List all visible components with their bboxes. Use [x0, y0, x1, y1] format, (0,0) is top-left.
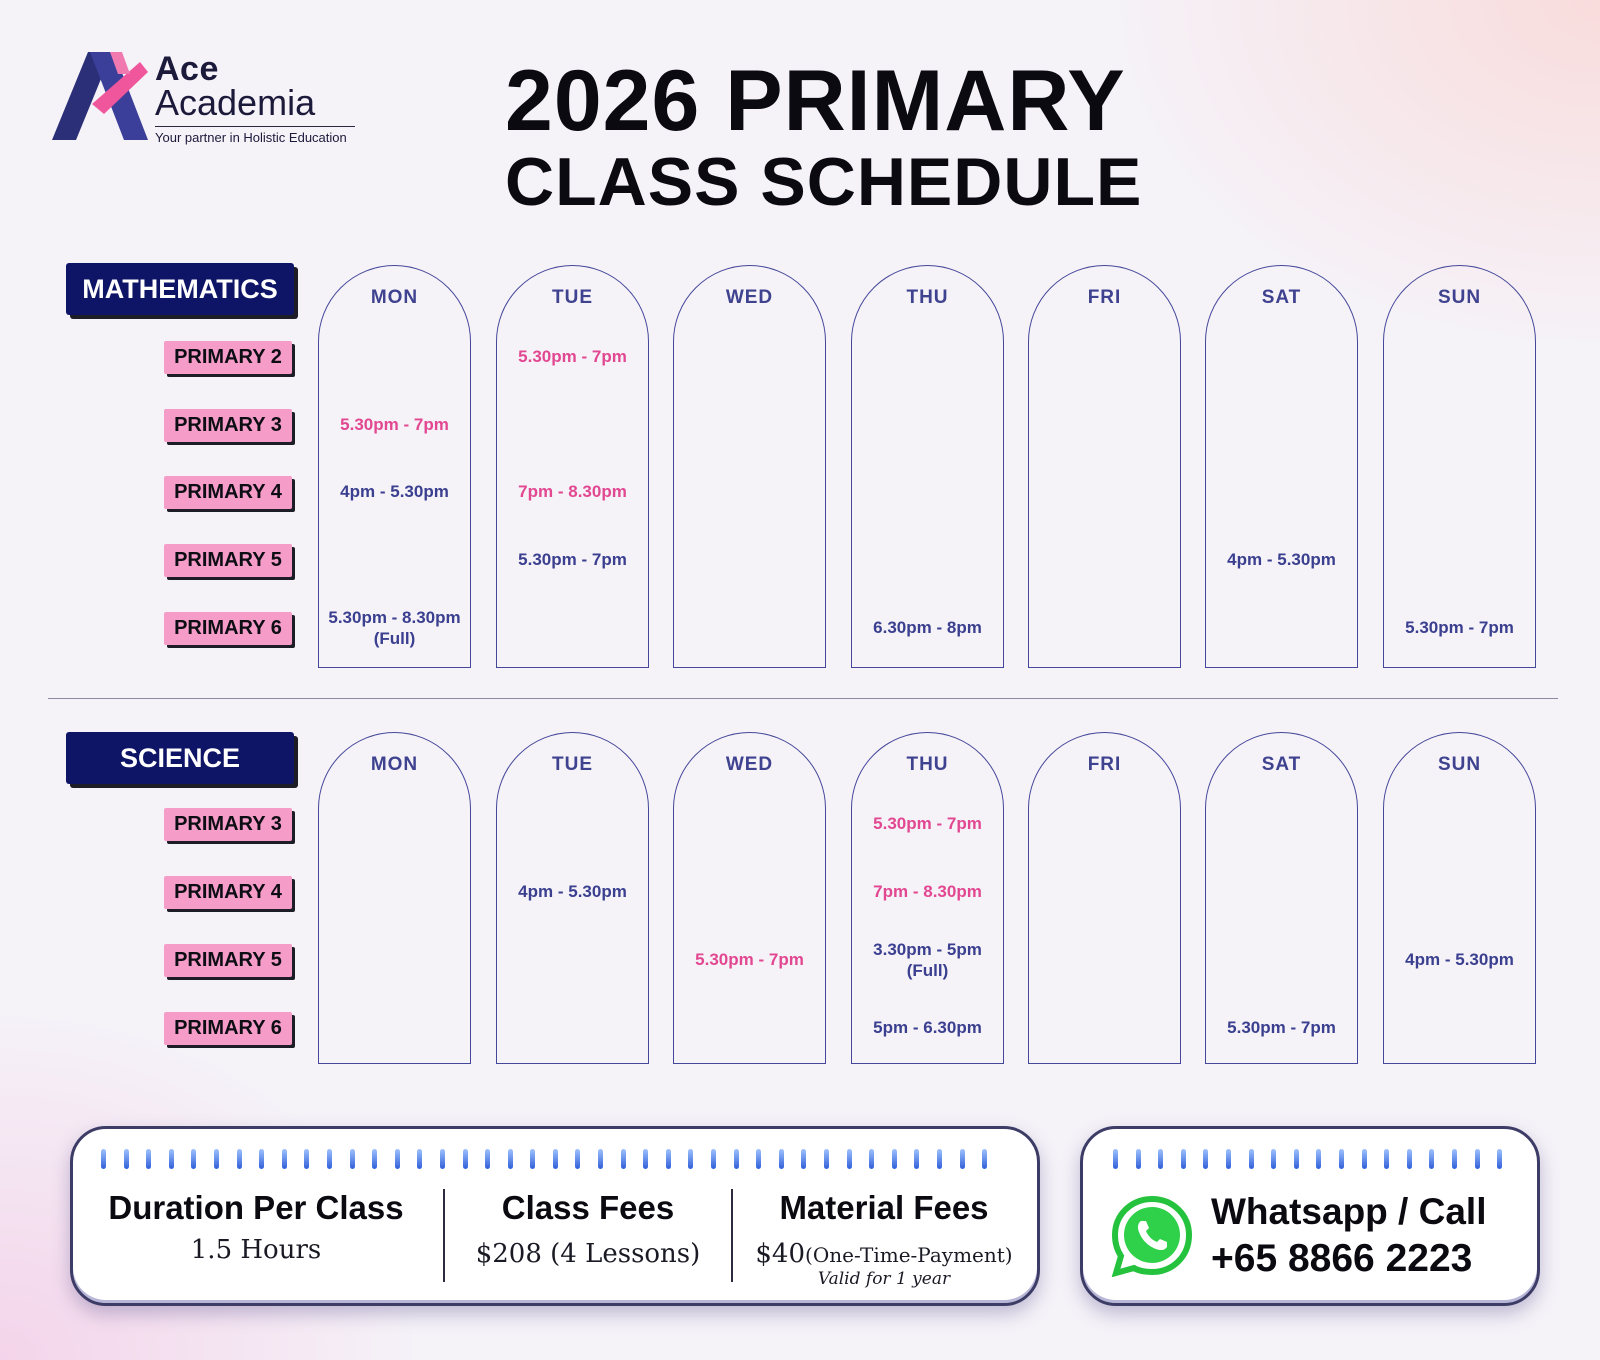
slot-time: 5.30pm - 7pm — [518, 550, 627, 569]
material-fees-block — [739, 1189, 1029, 1289]
binding-ring — [463, 1149, 468, 1169]
brand-name-line2: Academia — [155, 82, 316, 123]
binding-ring — [914, 1149, 919, 1169]
slot-time: 7pm - 8.30pm — [873, 882, 982, 901]
binding-ring — [485, 1149, 490, 1169]
slot-time: 4pm - 5.30pm — [518, 882, 627, 901]
mathematics-time-slot — [496, 549, 649, 570]
material-fees-note: Valid for 1 year — [817, 1269, 951, 1289]
class-fees-label: Class Fees — [501, 1189, 675, 1226]
binding-ring — [237, 1149, 242, 1169]
binding-ring — [847, 1149, 852, 1169]
brand-tagline: Your partner in Holistic Education — [155, 130, 347, 145]
binding-ring — [1249, 1149, 1254, 1169]
binding-ring — [1294, 1149, 1299, 1169]
mathematics-level-primary-4: PRIMARY 4 — [164, 476, 292, 509]
slot-time: 5.30pm - 7pm — [340, 415, 449, 434]
mathematics-time-slot — [1205, 549, 1358, 570]
binding-ring — [146, 1149, 151, 1169]
science-day-label-sun: SUN — [1437, 754, 1482, 775]
science-day-label-mon: MON — [370, 754, 419, 775]
mathematics-time-slot — [318, 481, 471, 502]
material-fees-suffix: (One-Time-Payment) — [805, 1243, 1013, 1267]
binding-ring — [372, 1149, 377, 1169]
mathematics-day-column-sat — [1205, 265, 1358, 668]
binding-ring — [191, 1149, 196, 1169]
binding-ring — [621, 1149, 626, 1169]
slot-time: 5.30pm - 7pm — [1227, 1018, 1336, 1037]
column-divider — [443, 1189, 445, 1282]
science-level-primary-5: PRIMARY 5 — [164, 944, 292, 977]
binding-ring — [327, 1149, 332, 1169]
mathematics-time-slot — [318, 607, 471, 649]
binding-ring — [1339, 1149, 1344, 1169]
binding-ring — [824, 1149, 829, 1169]
fees-card — [70, 1126, 1040, 1306]
mathematics-level-primary-6: PRIMARY 6 — [164, 612, 292, 645]
binding-ring — [1407, 1149, 1412, 1169]
binding-ring — [1429, 1149, 1434, 1169]
binding-ring — [304, 1149, 309, 1169]
science-time-slot — [1205, 1017, 1358, 1038]
binding-ring — [960, 1149, 965, 1169]
slot-time: 5.30pm - 8.30pm — [328, 608, 461, 627]
slot-note: (Full) — [906, 961, 949, 980]
binding-ring — [440, 1149, 445, 1169]
slot-time: 4pm - 5.30pm — [1405, 950, 1514, 969]
card-binding — [1113, 1149, 1520, 1171]
science-level-primary-4: PRIMARY 4 — [164, 876, 292, 909]
binding-ring — [1452, 1149, 1457, 1169]
mathematics-level-primary-5: PRIMARY 5 — [164, 544, 292, 577]
mathematics-day-label-fri: FRI — [1087, 287, 1122, 308]
binding-ring — [124, 1149, 129, 1169]
science-level-primary-3: PRIMARY 3 — [164, 808, 292, 841]
mathematics-time-slot — [851, 617, 1004, 638]
mathematics-day-label-sun: SUN — [1437, 287, 1482, 308]
duration-block — [91, 1189, 421, 1265]
slot-time: 6.30pm - 8pm — [873, 618, 982, 637]
binding-ring — [598, 1149, 603, 1169]
slot-note: (Full) — [373, 629, 416, 648]
duration-label: Duration Per Class — [108, 1189, 404, 1226]
whatsapp-icon[interactable] — [1111, 1195, 1193, 1277]
mathematics-time-slot — [496, 346, 649, 367]
binding-ring — [214, 1149, 219, 1169]
binding-ring — [982, 1149, 987, 1169]
science-day-label-wed: WED — [725, 754, 774, 775]
science-day-label-sat: SAT — [1261, 754, 1302, 775]
binding-ring — [688, 1149, 693, 1169]
mathematics-header: MATHEMATICS — [66, 263, 294, 315]
binding-ring — [417, 1149, 422, 1169]
binding-ring — [1158, 1149, 1163, 1169]
science-day-column-fri — [1028, 732, 1181, 1064]
mathematics-time-slot — [318, 414, 471, 435]
science-time-slot — [851, 939, 1004, 981]
binding-ring — [101, 1149, 106, 1169]
science-day-column-wed — [673, 732, 826, 1064]
slot-time: 4pm - 5.30pm — [1227, 550, 1336, 569]
mathematics-day-label-tue: TUE — [552, 287, 593, 308]
binding-ring — [643, 1149, 648, 1169]
mathematics-day-label-sat: SAT — [1261, 287, 1302, 308]
slot-time: 4pm - 5.30pm — [340, 482, 449, 501]
logo-divider — [155, 126, 355, 127]
binding-ring — [575, 1149, 580, 1169]
binding-ring — [530, 1149, 535, 1169]
page-subtitle: CLASS SCHEDULE — [505, 144, 1143, 220]
binding-ring — [259, 1149, 264, 1169]
binding-ring — [1362, 1149, 1367, 1169]
slot-time: 5.30pm - 7pm — [518, 347, 627, 366]
science-day-column-mon — [318, 732, 471, 1064]
class-fees-block — [453, 1189, 723, 1269]
binding-ring — [756, 1149, 761, 1169]
science-time-slot — [496, 881, 649, 902]
mathematics-day-column-tue — [496, 265, 649, 668]
binding-ring — [1226, 1149, 1231, 1169]
binding-ring — [282, 1149, 287, 1169]
science-time-slot — [851, 881, 1004, 902]
slot-time: 3.30pm - 5pm — [873, 940, 982, 959]
binding-ring — [350, 1149, 355, 1169]
science-header: SCIENCE — [66, 732, 294, 784]
binding-ring — [869, 1149, 874, 1169]
page-title: 2026 PRIMARY — [505, 53, 1126, 149]
science-time-slot — [1383, 949, 1536, 970]
mathematics-time-slot — [1383, 617, 1536, 638]
binding-ring — [892, 1149, 897, 1169]
column-divider — [731, 1189, 733, 1282]
binding-ring — [801, 1149, 806, 1169]
mathematics-day-column-sun — [1383, 265, 1536, 668]
binding-ring — [1497, 1149, 1502, 1169]
binding-ring — [1271, 1149, 1276, 1169]
contact-card — [1080, 1126, 1540, 1306]
contact-label: Whatsapp / Call — [1211, 1191, 1487, 1232]
science-day-column-sat — [1205, 732, 1358, 1064]
binding-ring — [711, 1149, 716, 1169]
binding-ring — [395, 1149, 400, 1169]
binding-ring — [1384, 1149, 1389, 1169]
science-time-slot — [673, 949, 826, 970]
mathematics-level-primary-2: PRIMARY 2 — [164, 341, 292, 374]
section-divider — [48, 698, 1558, 699]
binding-ring — [734, 1149, 739, 1169]
binding-ring — [508, 1149, 513, 1169]
material-fees-label: Material Fees — [779, 1189, 989, 1226]
slot-time: 5.30pm - 7pm — [873, 814, 982, 833]
binding-ring — [553, 1149, 558, 1169]
science-day-column-sun — [1383, 732, 1536, 1064]
contact-phone[interactable]: +65 8866 2223 — [1211, 1237, 1473, 1280]
science-day-label-fri: FRI — [1087, 754, 1122, 775]
mathematics-day-column-thu — [851, 265, 1004, 668]
binding-ring — [1475, 1149, 1480, 1169]
card-binding — [101, 1149, 1005, 1171]
slot-time: 7pm - 8.30pm — [518, 482, 627, 501]
binding-ring — [1181, 1149, 1186, 1169]
mathematics-time-slot — [496, 481, 649, 502]
binding-ring — [1136, 1149, 1141, 1169]
brand-name-line1: Ace — [155, 50, 219, 88]
science-day-label-thu: THU — [906, 754, 949, 775]
binding-ring — [1113, 1149, 1118, 1169]
material-fees-value: $40 — [755, 1239, 806, 1269]
mathematics-day-label-mon: MON — [370, 287, 419, 308]
brand-logo — [52, 48, 362, 148]
science-time-slot — [851, 813, 1004, 834]
binding-ring — [169, 1149, 174, 1169]
binding-ring — [1316, 1149, 1321, 1169]
mathematics-day-column-fri — [1028, 265, 1181, 668]
mathematics-level-primary-3: PRIMARY 3 — [164, 409, 292, 442]
slot-time: 5pm - 6.30pm — [873, 1018, 982, 1037]
science-day-label-tue: TUE — [552, 754, 593, 775]
slot-time: 5.30pm - 7pm — [695, 950, 804, 969]
ace-logo-icon — [52, 48, 152, 144]
binding-ring — [779, 1149, 784, 1169]
binding-ring — [1203, 1149, 1208, 1169]
binding-ring — [937, 1149, 942, 1169]
class-fees-value: $208 (4 Lessons) — [475, 1239, 701, 1269]
binding-ring — [666, 1149, 671, 1169]
duration-value: 1.5 Hours — [190, 1235, 322, 1265]
mathematics-day-label-wed: WED — [725, 287, 774, 308]
mathematics-day-column-wed — [673, 265, 826, 668]
slot-time: 5.30pm - 7pm — [1405, 618, 1514, 637]
science-time-slot — [851, 1017, 1004, 1038]
science-level-primary-6: PRIMARY 6 — [164, 1012, 292, 1045]
mathematics-day-label-thu: THU — [906, 287, 949, 308]
